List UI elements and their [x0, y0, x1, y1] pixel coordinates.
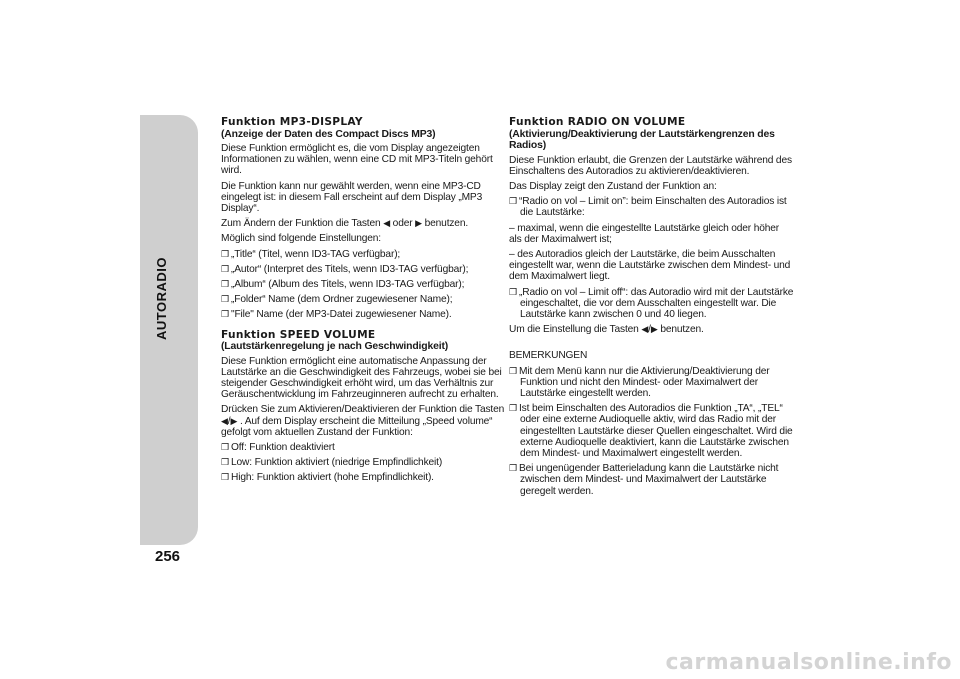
list-item: ❒ „Folder“ Name (dem Ordner zugewiesener Name);: [221, 294, 453, 306]
bullet-icon: ❒: [221, 442, 229, 453]
speed-paragraph-2: Drücken Sie zum Aktivieren/Deaktivieren der Funktion die Tasten ◀/▶ . Auf dem Display erscheint die Mitteilung „Speed volume“ gefolgt vom aktuellen Zustand der Funktion:: [221, 404, 505, 438]
list-item: ❒ „Autor“ (Interpret des Titels, wenn ID3-TAG verfügbar);: [221, 263, 469, 275]
mp3-paragraph-1: Diese Funktion ermöglicht es, die vom Display angezeigten Informationen zu wählen, wenn eine CD mit MP3-Titeln gehört wird.: [221, 143, 493, 177]
list-item: ❒ „Album“ (Album des Titels, wenn ID3-TAG verfügbar);: [221, 279, 465, 291]
section-title: AUTORADIO: [154, 257, 169, 340]
bullet-icon: ❒: [221, 309, 229, 320]
radio-on-volume-heading: Funktion RADIO ON VOLUME: [509, 116, 686, 128]
list-item: ❒ High: Funktion aktiviert (hohe Empfindlichkeit).: [221, 472, 434, 484]
bullet-icon: ❒: [221, 457, 229, 468]
remarks-title: BEMERKUNGEN: [509, 350, 588, 362]
left-arrow-icon: ◀: [221, 415, 228, 426]
list-item: ❒ Off: Funktion deaktiviert: [221, 442, 335, 454]
bullet-icon: ❒: [221, 294, 229, 305]
list-item: ❒ Low: Funktion aktiviert (niedrige Empfindlichkeit): [221, 457, 443, 469]
page-number: 256: [155, 548, 181, 565]
bullet-icon: ❒: [509, 196, 517, 207]
radio-dash-item-1: – maximal, wenn die eingestellte Lautstärke gleich oder höher als der Maximalwert ist;: [509, 222, 780, 245]
right-arrow-icon: ▶: [415, 218, 422, 229]
radio-paragraph-3: Um die Einstellung die Tasten ◀/▶ benutzen.: [509, 324, 704, 336]
bullet-icon: ❒: [221, 472, 229, 483]
list-item: ❒ Mit dem Menü kann nur die Aktivierung/Deaktivierung der Funktion und nicht den Mindest- oder Maximalwert der Lautstärke eingestellt werden.: [509, 365, 770, 399]
mp3-subheading: (Anzeige der Daten des Compact Discs MP3): [221, 128, 436, 140]
bullet-icon: ❒: [509, 463, 517, 474]
left-column: [221, 117, 506, 488]
right-arrow-icon: ▶: [230, 415, 238, 426]
speed-heading: Funktion SPEED VOLUME: [221, 328, 376, 341]
list-item: ❒ “Radio on vol – Limit on”: beim Einschalten des Autoradios ist die Lautstärke:: [509, 196, 787, 219]
watermark: carmanualsonline.info: [665, 650, 952, 675]
speed-subheading: (Lautstärkenregelung je nach Geschwindigkeit): [221, 341, 449, 353]
list-item: ❒ „Radio on vol – Limit off“: das Autoradio wird mit der Lautstärke eingeschaltet, die vor dem Ausschalten eingestellt war. Die Lautstärke kann zwischen 0 und 40 liegen.: [509, 286, 794, 320]
mp3-paragraph-3: Zum Ändern der Funktion die Tasten ◀ oder ▶ benutzen.: [221, 218, 469, 230]
list-item: ❒ „Title“ (Titel, wenn ID3-TAG verfügbar);: [221, 248, 401, 260]
bullet-icon: ❒: [509, 286, 517, 297]
left-arrow-icon: ◀: [641, 324, 649, 335]
bullet-icon: ❒: [509, 365, 517, 376]
bullet-icon: ❒: [221, 248, 229, 259]
left-arrow-icon: ◀: [383, 218, 390, 229]
right-column: [509, 117, 794, 501]
mp3-heading: Funktion MP3-DISPLAY: [221, 116, 363, 128]
list-item: ❒ Bei ungenügender Batterieladung kann die Lautstärke nicht zwischen dem Mindest- und Maximalwert der Lautstärke geregelt werden.: [509, 463, 779, 497]
mp3-paragraph-4: Möglich sind folgende Einstellungen:: [221, 233, 381, 245]
list-item: ❒ "File" Name (der MP3-Datei zugewiesener Name).: [221, 309, 452, 321]
right-arrow-icon: ▶: [650, 324, 658, 335]
radio-paragraph-2: Das Display zeigt den Zustand der Funktion an:: [509, 180, 717, 192]
bullet-icon: ❒: [509, 403, 517, 414]
radio-dash-item-2: – des Autoradios gleich der Lautstärke, die beim Ausschalten eingestellt war, wenn die Lautstärke zwischen dem Mindest- und dem Maximalwert liegt.: [509, 248, 791, 283]
side-tab: [140, 115, 198, 545]
bullet-icon: ❒: [221, 263, 229, 274]
radio-on-volume-subheading: (Aktivierung/Deaktivierung der Lautstärkengrenzen des Radios): [509, 128, 775, 151]
bullet-icon: ❒: [221, 279, 229, 290]
speed-paragraph-1: Diese Funktion ermöglicht eine automatische Anpassung der Lautstärke an die Geschwindigkeit des Fahrzeugs, wobei sie bei steigender Geschwindigkeit erhöht wird, um das Verhältnis zur Geräuschentwicklung im Fahrzeuginneren aufrecht zu erhalten.: [221, 355, 502, 401]
radio-paragraph-1: Diese Funktion erlaubt, die Grenzen der Lautstärke während des Einschaltens des Autoradios zu aktivieren/deaktivieren.: [509, 154, 792, 177]
mp3-paragraph-2: Die Funktion kann nur gewählt werden, wenn eine MP3-CD eingelegt ist: in diesem Fall erscheint auf dem Display „MP3 Display“.: [221, 180, 483, 215]
list-item: ❒ Ist beim Einschalten des Autoradios die Funktion „TA“, „TEL“ oder eine externe Audioquelle aktiv, wird das Radio mit der eingestellten Lautstärke dieser Quellen eingeschaltet. Wird die externe Audioquelle deaktiviert, kann die Lautstärke zwischen dem Mindest- und Maximalwert eingestellt werden.: [509, 403, 793, 459]
